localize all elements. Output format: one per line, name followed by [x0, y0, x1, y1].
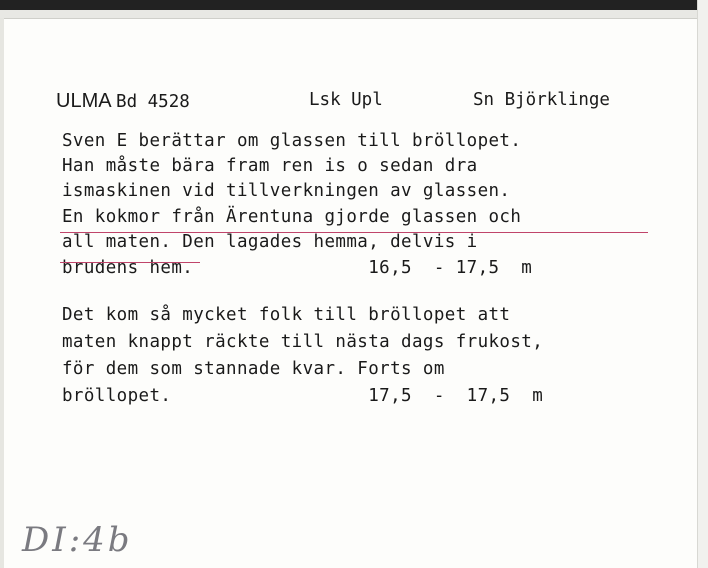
- text-line: för dem som stannade kvar. Forts om: [62, 359, 445, 379]
- text-line: Det kom så mycket folk till bröllopet att: [62, 305, 511, 325]
- text-line: bröllopet. 17,5 - 17,5 m: [62, 386, 544, 406]
- text-line: maten knappt räckte till nästa dags frukost,: [62, 332, 544, 352]
- card-top-border: [0, 0, 708, 10]
- archive-label: ULMA Bd 4528: [56, 90, 190, 112]
- handwritten-note: DI:4b: [22, 520, 133, 560]
- district-label: Lsk Upl: [309, 90, 383, 110]
- parish-label: Sn Björklinge: [473, 90, 610, 110]
- text-line: Han måste bära fram ren is o sedan dra: [62, 156, 478, 176]
- text-line: all maten. Den lagades hemma, delvis i: [62, 232, 478, 252]
- text-line: Sven E berättar om glassen till bröllopet.: [62, 131, 522, 151]
- text-line: ismaskinen vid tillverkningen av glassen.: [62, 181, 511, 201]
- card-left-edge: [0, 18, 4, 568]
- red-underline: [60, 232, 648, 233]
- archive-code: Bd 4528: [116, 92, 190, 112]
- card-right-edge: [697, 0, 708, 568]
- text-line: En kokmor från Ärentuna gjorde glassen och: [62, 207, 522, 227]
- red-underline: [60, 262, 200, 263]
- card-header: [56, 90, 666, 116]
- card-top-edge: [0, 10, 708, 19]
- text-line: brudens hem. 16,5 - 17,5 m: [62, 258, 533, 278]
